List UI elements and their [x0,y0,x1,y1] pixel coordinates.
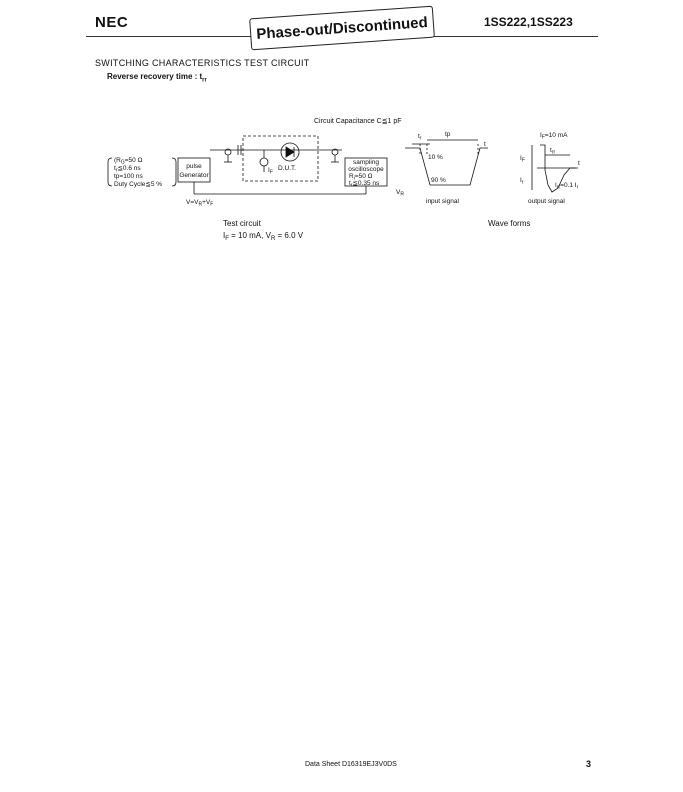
waveforms-caption: Wave forms [488,219,531,228]
output-ir: $I_r$ [520,177,524,186]
oscilloscope-ri: $R_i=50$ Ω [349,173,373,182]
input-tp-label: tp [445,131,451,138]
output-irr: $I_{rr}=0.1$ $I_r$ [555,182,579,191]
dut-label: D.U.T. [278,165,297,172]
dut-enclosure [243,136,318,181]
output-trr: $t_{rr}$ [550,147,556,156]
pulse-generator-label-2: Generator [179,172,209,179]
input-10pct: 10 % [428,154,443,161]
subsection-text: Reverse recovery time : t [107,72,203,81]
pulse-generator-label-1: pulse [186,163,202,170]
output-if-top: $I_F=10$ mA [540,132,568,141]
input-vr-label: $V_R$ [396,189,404,198]
param-duty: Duty Cycle≦5 % [114,181,163,188]
subsection-title [107,72,207,84]
nec-logo: NEC [95,14,129,31]
test-circuit-figure [100,110,600,250]
input-signal-label: input signal [426,198,459,205]
test-circuit-caption: Test circuit [223,219,261,228]
output-t-label: t [578,160,580,167]
param-tr: $t_r≦0.6$ ns [114,165,141,174]
param-rg: ($R_G=50$ Ω [114,157,143,166]
param-tp: tp=100 ns [114,173,143,180]
input-tr-label: $t_r$ [418,133,422,142]
oscilloscope-label-1: sampling [352,159,380,166]
input-90pct: 90 % [431,177,446,184]
stamp-text: Phase-out/Discontinued [255,13,429,43]
supply-voltage-label: $V=V_R+V_F$ [186,199,214,208]
phase-out-stamp [249,6,435,51]
oscilloscope-label-2: oscilloscope [348,166,384,173]
subsection-sub: rr [202,77,207,84]
section-title: SWITCHING CHARACTERISTICS TEST CIRCUIT [95,58,310,68]
output-signal-label: output signal [528,198,565,205]
capacitance-note: Circuit Capacitance C≦1 pF [314,118,402,125]
input-waveform [405,148,488,185]
current-source-symbol [260,158,268,166]
if-label: $I_F$ [268,167,273,176]
output-if: $I_F$ [520,155,525,164]
test-conditions: $I_F = 10$ mA, $V_R = 6.0$ V [223,231,304,242]
oscilloscope-tr: $t_r≦0.35$ ns [349,180,380,189]
part-number: 1SS222,1SS223 [484,15,573,29]
datasheet-footer: Data Sheet D16319EJ3V0DS [305,761,397,768]
input-t-label: t [484,141,486,148]
page-number: 3 [586,759,592,769]
